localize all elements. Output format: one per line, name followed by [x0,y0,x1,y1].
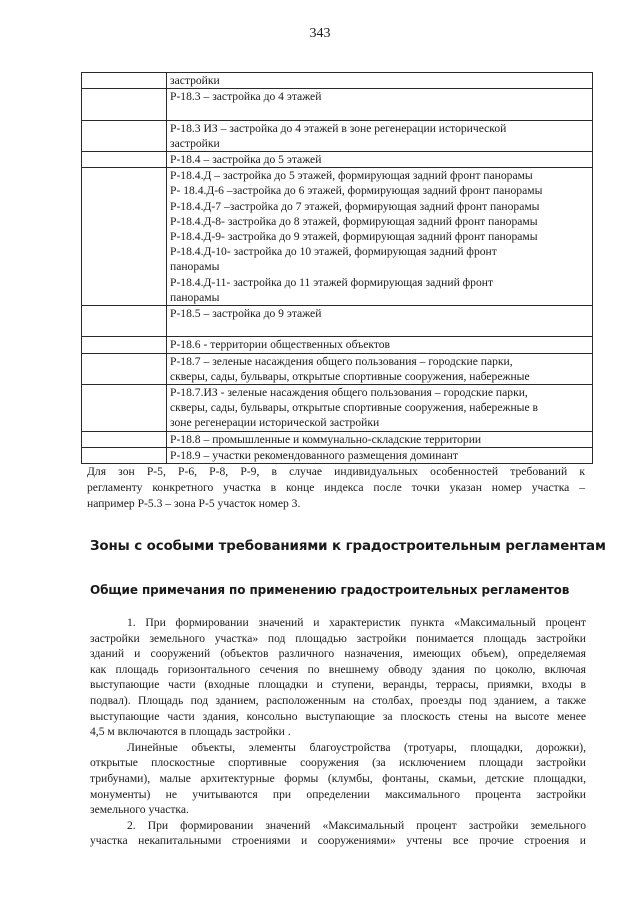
zone-description-line: скверы, сады, бульвары, открытые спортивные сооружения, набережные [170,369,530,383]
zone-description-cell [167,73,593,89]
zone-description-line [170,321,590,336]
zone-description-line: Р-18.4.Д-9- застройка до 9 этажей, формирующая задний фронт панорамы [170,230,538,244]
zone-description-line: Р-18.4.Д – застройка до 5 этажей, формирующая задний фронт панорамы [170,169,533,183]
table-row [82,120,593,151]
subsection-heading: Общие примечания по применению градостроительных регламентов [90,583,570,597]
zone-description-line: Р-18.4.Д-10- застройка до 10 этажей, формирующая задний фронт [170,245,497,259]
paragraph-2-line: Линейные объекты, элементы благоустройства (тротуары, площадки, дорожки), [127,740,586,754]
notes-body [90,615,586,849]
table-row [82,168,593,306]
zone-description-line: зоне регенерации исторической застройки [170,416,380,430]
zone-description-line: застройки [170,136,220,150]
paragraph-1-line: застройки земельного участка» под площадью застройки понимается площадь застройки [90,631,586,645]
zone-description-line: скверы, сады, бульвары, открытые спортивные сооружения, набережные в [170,401,538,415]
zone-description-line: Р-18.4 – застройка до 5 этажей [170,153,322,167]
paragraph-3-line: участка некапитальными строениями и сооружениями» учтены все прочие строения и [90,834,586,848]
table-row [82,152,593,168]
paragraph-1-line: 1. При формировании значений и характеристик пункта «Максимальный процент [127,616,586,629]
table-cell-empty [82,385,167,432]
zone-description-cell [167,447,593,463]
table-cell-empty [82,120,167,151]
zone-description-cell [167,431,593,447]
table-row [82,385,593,432]
paragraph-2-line: открытые плоскостные спортивные сооружения (за исключением площади застройки [90,756,586,770]
table-row [82,337,593,353]
zone-description-cell [167,385,593,432]
zone-description-cell [167,306,593,337]
zone-regulation-table [81,72,593,464]
zone-description-line: Р-18.5 – застройка до 9 этажей [170,307,322,321]
zone-description-line: Р-18.8 – промышленные и коммунально-складские территории [170,432,482,446]
zone-description-cell [167,89,593,120]
page-number: 343 [309,26,331,41]
zone-description-line: Р-18.7 – зеленые насаждения общего пользования – городские парки, [170,354,513,368]
paragraph-1-line: выступающие части здания, консольно выступающие за плоскость стены на высоте менее [90,709,586,723]
table-cell-empty [82,447,167,463]
zone-description-line: Р-18.3 – застройка до 4 этажей [170,90,322,104]
zone-description-line [170,104,590,119]
zone-description-cell [167,120,593,151]
zone-description-line: Р-18.4.Д-8- застройка до 8 этажей, формирующая задний фронт панорамы [170,214,538,228]
zone-description-line: панорамы [170,260,220,274]
zone-description-line: Р-18.7.ИЗ - зеленые насаждения общего пользования – городские парки, [170,386,528,400]
section-heading: Зоны с особыми требованиями к градостроительным регламентам [90,539,606,554]
paragraph-3-line: 2. При формировании значений «Максимальный процент застройки земельного [127,818,586,832]
table-row [82,89,593,120]
zone-description-line: Р-18.6 - территории общественных объектов [170,338,391,352]
paragraph-1-line: выступающие части (входные площадки и ступени, веранды, террасы, приямки, входы в [90,678,586,692]
table-row [82,73,593,89]
zone-description-cell [167,337,593,353]
note-line: например Р-5.3 – зона Р-5 участок номер 3. [87,497,301,510]
zone-description-line: Р-18.9 – участки рекомендованного размещения доминант [170,448,458,462]
paragraph-2-line: трибунами), малые архитектурные формы (клумбы, фонтаны, скамьи, детские площадки, [90,771,586,785]
zone-description-line: Р-18.3 ИЗ – застройка до 4 этажей в зоне регенерации исторической [170,121,507,135]
zone-description-line: Р-18.4.Д-11- застройка до 11 этажей формирующая задний фронт [170,275,494,289]
zone-description-line: Р-18.4.Д-7 –застройка до 7 этажей, формирующая задний фронт панорамы [170,199,540,213]
paragraph-2-line: монументы) не учитываются при определении максимального процента застройки [90,787,586,801]
table-cell-empty [82,306,167,337]
table-cell-empty [82,431,167,447]
zone-description-line: панорамы [170,290,220,304]
paragraph-1-line: как площадь горизонтального сечения по внешнему обводу здания по цоколю, включая [90,662,586,676]
table-row [82,353,593,384]
paragraph-2-line: земельного участка. [90,803,189,817]
table-row [82,447,593,463]
table-cell-empty [82,168,167,306]
table-cell-empty [82,353,167,384]
table-cell-empty [82,89,167,120]
table-cell-empty [82,337,167,353]
table-cell-empty [82,152,167,168]
table-row [82,431,593,447]
zone-description-line: застройки [170,74,220,87]
paragraph-1-line: зданий и сооружений (объектов различного назначения, имеющих объем), определяемая [90,647,586,661]
zone-index-note [87,464,585,512]
table-cell-empty [82,73,167,89]
zone-description-cell [167,152,593,168]
paragraph-1-line: подвал). Площадь под зданием, расположенным на столбах, проезды под зданием, а также [90,693,586,707]
table-row [82,306,593,337]
paragraph-1-line: 4,5 м включаются в площадь застройки . [90,725,291,739]
note-line: Для зон Р-5, Р-6, Р-8, Р-9, в случае индивидуальных особенностей требований к [87,465,585,478]
zone-description-line: Р- 18.4.Д-6 –застройка до 6 этажей, формирующая задний фронт панорамы [170,184,543,198]
note-line: регламенту конкретного участка в конце индекса после точки указан номер участка – [87,481,585,494]
zone-description-cell [167,168,593,306]
zone-description-cell [167,353,593,384]
